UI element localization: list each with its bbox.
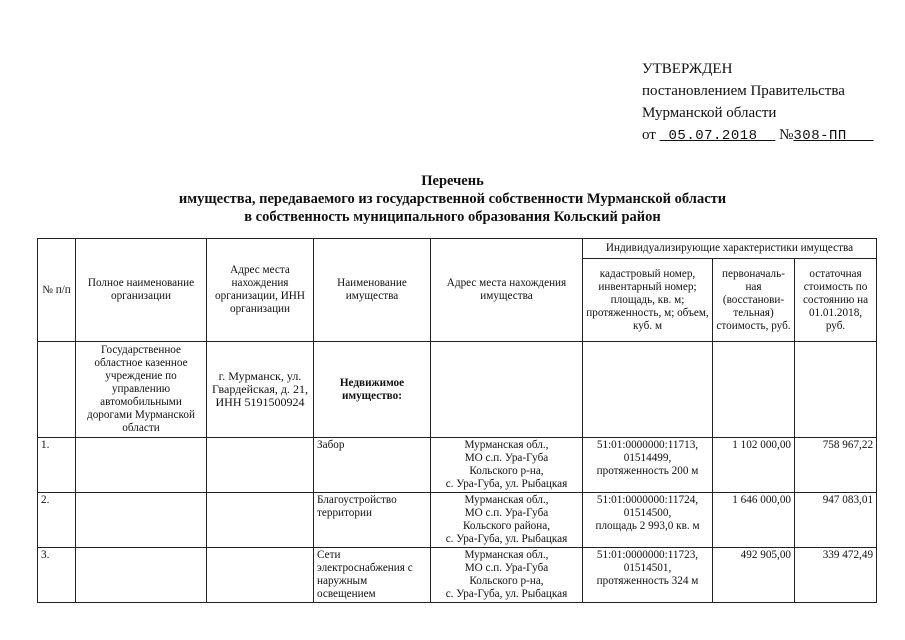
org-address: г. Мурманск, ул. Гвардейская, д. 21, ИНН 5191500924 (207, 342, 314, 438)
header-row-1 (38, 239, 877, 259)
title-line-3: в собственность муниципального образования Кольский район (244, 209, 661, 225)
row-address: Мурманская обл., МО с.п. Ура-Губа Кольского р-на, с. Ура-Губа, ул. Рыбацкая (431, 548, 583, 603)
header-property-name: Наименование имущества (314, 239, 431, 342)
org-row (38, 342, 877, 438)
approval-number: 308-ПП (793, 128, 847, 144)
row-property-name: Благоустройство территории (314, 493, 431, 548)
table-row (38, 548, 877, 603)
header-org-name: Полное наименование организации (76, 239, 207, 342)
row-residual-cost: 339 472,49 (795, 548, 877, 603)
number-prefix: № (779, 127, 794, 143)
header-cadastral: кадастровый номер, инвентарный номер; площадь, кв. м; протяженность, м; объем, куб. м (583, 259, 713, 342)
approval-line-1: УТВЕРЖДЕН (642, 61, 733, 77)
row-cadastral: 51:01:0000000:11713, 01514499, протяженность 200 м (583, 438, 713, 493)
table-row (38, 438, 877, 493)
row-residual-cost: 758 967,22 (795, 438, 877, 493)
row-property-name: Сети электроснабжения с наружным освещением (314, 548, 431, 603)
row-cadastral: 51:01:0000000:11723, 01514501, протяженность 324 м (583, 548, 713, 603)
title-line-2: имущества, передаваемого из государственной собственности Мурманской области (178, 191, 727, 207)
title-line-1: Перечень (421, 173, 484, 189)
row-address: Мурманская обл., МО с.п. Ура-Губа Кольского р-на, с. Ура-Губа, ул. Рыбацкая (431, 438, 583, 493)
approval-stamp (642, 58, 874, 147)
approval-line-3: Мурманской области (642, 105, 777, 121)
row-residual-cost: 947 083,01 (795, 493, 877, 548)
header-num: № п/п (38, 239, 76, 342)
row-num: 2. (38, 493, 76, 548)
document-title (0, 172, 905, 226)
header-org-address: Адрес места нахождения организации, ИНН организации (207, 239, 314, 342)
approval-line-2: постановлением Правительства (642, 83, 845, 99)
row-initial-cost: 1 646 000,00 (713, 493, 795, 548)
header-characteristics: Индивидуализирующие характеристики имущества (583, 239, 877, 259)
table-row (38, 493, 877, 548)
row-initial-cost: 492 905,00 (713, 548, 795, 603)
row-address: Мурманская обл., МО с.п. Ура-Губа Кольского района, с. Ура-Губа, ул. Рыбацкая (431, 493, 583, 548)
approval-date-line (642, 124, 874, 147)
header-property-address: Адрес места нахождения имущества (431, 239, 583, 342)
row-initial-cost: 1 102 000,00 (713, 438, 795, 493)
date-prefix: от (642, 127, 656, 143)
row-property-name: Забор (314, 438, 431, 493)
row-cadastral: 51:01:0000000:11724, 01514500, площадь 2 993,0 кв. м (583, 493, 713, 548)
property-table (37, 238, 877, 603)
org-name: Государственное областное казенное учреждение по управлению автомобильными дорогами Мурманской области (76, 342, 207, 438)
row-num: 1. (38, 438, 76, 493)
header-initial-cost: первоначаль-ная (восстанови-тельная) стоимость, руб. (713, 259, 795, 342)
property-category: Недвижимое имущество: (314, 342, 431, 438)
header-residual-cost: остаточная стоимость по состоянию на 01.01.2018, руб. (795, 259, 877, 342)
row-num: 3. (38, 548, 76, 603)
approval-date: 05.07.2018 (668, 128, 758, 144)
